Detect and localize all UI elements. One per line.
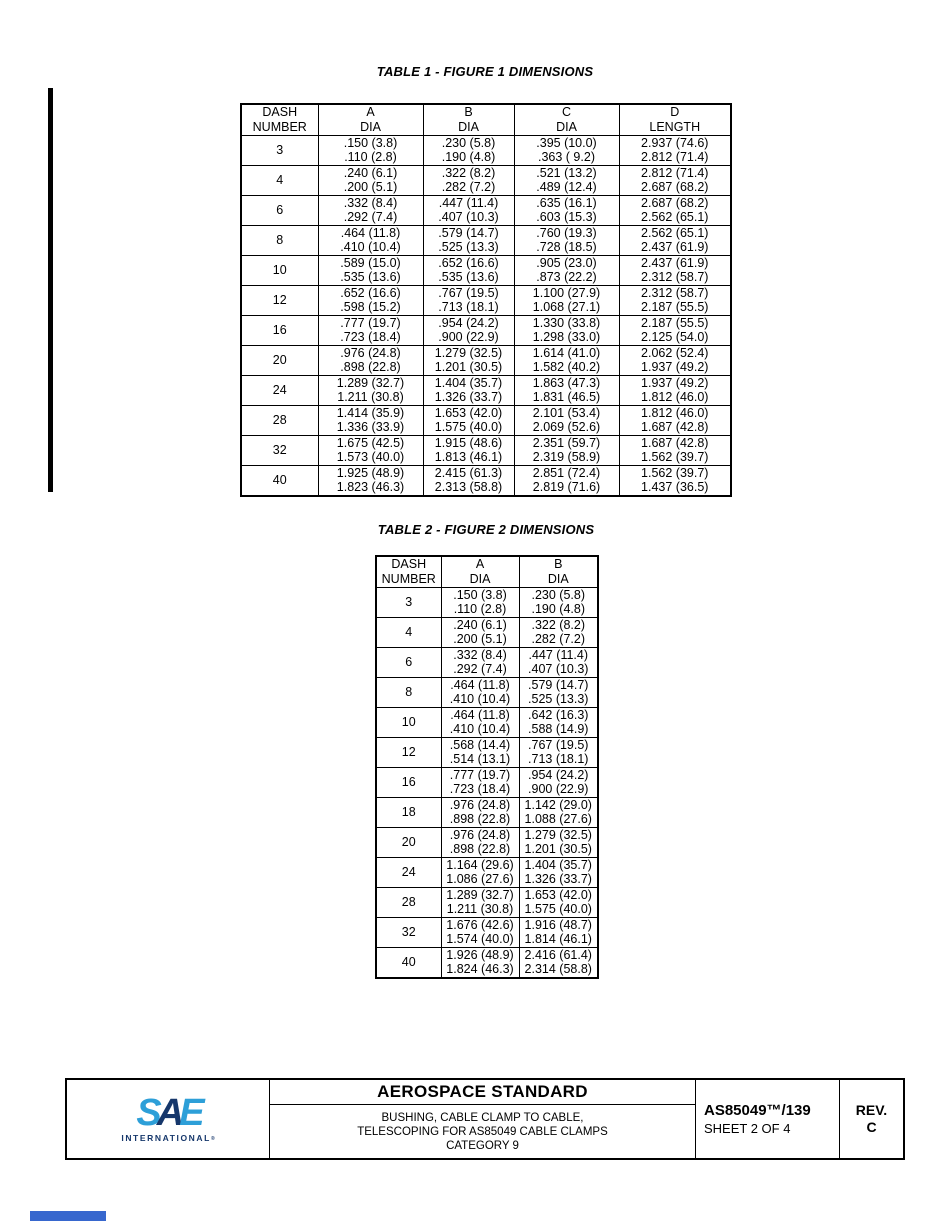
- dimension-cell: 1.675 (42.5) 1.573 (40.0): [318, 435, 423, 465]
- dimension-cell: 1.279 (32.5) 1.201 (30.5): [423, 345, 514, 375]
- dash-number-cell: 8: [376, 677, 441, 707]
- table-row: [376, 677, 598, 707]
- table-row: [241, 195, 731, 225]
- dimension-cell: 1.676 (42.6) 1.574 (40.0): [441, 917, 519, 947]
- dimension-cell: 1.925 (48.9) 1.823 (46.3): [318, 465, 423, 496]
- dimension-cell: .954 (24.2) .900 (22.9): [423, 315, 514, 345]
- dimension-cell: 1.653 (42.0) 1.575 (40.0): [423, 405, 514, 435]
- dash-number-cell: 32: [376, 917, 441, 947]
- dimension-cell: .589 (15.0) .535 (13.6): [318, 255, 423, 285]
- dash-number-cell: 10: [241, 255, 318, 285]
- dimension-cell: 2.937 (74.6) 2.812 (71.4): [619, 135, 731, 165]
- dash-number-cell: 6: [376, 647, 441, 677]
- column-header: D LENGTH: [619, 104, 731, 135]
- dimension-cell: .652 (16.6) .598 (15.2): [318, 285, 423, 315]
- dimension-cell: 1.812 (46.0) 1.687 (42.8): [619, 405, 731, 435]
- bottom-left-blue-bar: [30, 1211, 106, 1221]
- table-row: [376, 737, 598, 767]
- dimension-cell: .447 (11.4) .407 (10.3): [519, 647, 598, 677]
- dimension-cell: .521 (13.2) .489 (12.4): [514, 165, 619, 195]
- dash-number-cell: 18: [376, 797, 441, 827]
- dash-number-cell: 3: [241, 135, 318, 165]
- dimension-cell: .767 (19.5) .713 (18.1): [519, 737, 598, 767]
- dimension-cell: .976 (24.8) .898 (22.8): [441, 797, 519, 827]
- dash-number-cell: 24: [241, 375, 318, 405]
- table-row: [376, 857, 598, 887]
- dimension-cell: 1.414 (35.9) 1.336 (33.9): [318, 405, 423, 435]
- dimension-cell: .568 (14.4) .514 (13.1): [441, 737, 519, 767]
- registered-mark: ®: [210, 1136, 215, 1142]
- dash-number-cell: 24: [376, 857, 441, 887]
- table-row: [241, 165, 731, 195]
- dash-number-cell: 12: [376, 737, 441, 767]
- table-row: [241, 465, 731, 496]
- table-row: [241, 255, 731, 285]
- table-row: [241, 405, 731, 435]
- dimension-cell: 1.916 (48.7) 1.814 (46.1): [519, 917, 598, 947]
- dimension-cell: 1.330 (33.8) 1.298 (33.0): [514, 315, 619, 345]
- dash-number-cell: 8: [241, 225, 318, 255]
- table1-title: TABLE 1 - FIGURE 1 DIMENSIONS: [376, 64, 594, 79]
- standard-title-cell: [270, 1080, 696, 1158]
- revision-cell: [840, 1080, 903, 1158]
- dimension-cell: .230 (5.8) .190 (4.8): [519, 587, 598, 617]
- document-number: AS85049™/139: [704, 1102, 811, 1119]
- header-row: [376, 556, 598, 587]
- dimension-cell: .642 (16.3) .588 (14.9): [519, 707, 598, 737]
- table-row: [376, 887, 598, 917]
- dimension-cell: 1.164 (29.6) 1.086 (27.6): [441, 857, 519, 887]
- table-row: [241, 345, 731, 375]
- table-row: [241, 225, 731, 255]
- dash-number-cell: 20: [241, 345, 318, 375]
- dimension-cell: .579 (14.7) .525 (13.3): [423, 225, 514, 255]
- table-row: [241, 435, 731, 465]
- table-row: [376, 797, 598, 827]
- table-row: [376, 617, 598, 647]
- dimension-cell: 2.562 (65.1) 2.437 (61.9): [619, 225, 731, 255]
- dimension-cell: 1.289 (32.7) 1.211 (30.8): [318, 375, 423, 405]
- sheet-number: SHEET 2 OF 4: [704, 1121, 791, 1136]
- dimension-cell: 1.926 (48.9) 1.824 (46.3): [441, 947, 519, 978]
- dimension-cell: .777 (19.7) .723 (18.4): [441, 767, 519, 797]
- dimension-cell: .777 (19.7) .723 (18.4): [318, 315, 423, 345]
- sae-logo-subtext: [121, 1133, 214, 1143]
- column-header: B DIA: [423, 104, 514, 135]
- dimension-cell: 1.614 (41.0) 1.582 (40.2): [514, 345, 619, 375]
- dimension-cell: 2.437 (61.9) 2.312 (58.7): [619, 255, 731, 285]
- dash-number-cell: 16: [376, 767, 441, 797]
- dimension-cell: 2.416 (61.4) 2.314 (58.8): [519, 947, 598, 978]
- sae-logo-a: A: [156, 1092, 180, 1134]
- dimension-cell: 1.100 (27.9) 1.068 (27.1): [514, 285, 619, 315]
- dimension-cell: .395 (10.0) .363 ( 9.2): [514, 135, 619, 165]
- table-row: [376, 587, 598, 617]
- table-row: [376, 647, 598, 677]
- table-row: [376, 917, 598, 947]
- dimension-cell: 2.312 (58.7) 2.187 (55.5): [619, 285, 731, 315]
- table1-figure1-dimensions: [240, 103, 732, 497]
- dimension-cell: .464 (11.8) .410 (10.4): [441, 677, 519, 707]
- dimension-cell: 2.812 (71.4) 2.687 (68.2): [619, 165, 731, 195]
- dimension-cell: .954 (24.2) .900 (22.9): [519, 767, 598, 797]
- dimension-cell: .464 (11.8) .410 (10.4): [441, 707, 519, 737]
- dash-number-cell: 28: [241, 405, 318, 435]
- dimension-cell: .230 (5.8) .190 (4.8): [423, 135, 514, 165]
- dimension-cell: 1.289 (32.7) 1.211 (30.8): [441, 887, 519, 917]
- dash-number-cell: 20: [376, 827, 441, 857]
- dimension-cell: .332 (8.4) .292 (7.4): [318, 195, 423, 225]
- description-line: TELESCOPING FOR AS85049 CABLE CLAMPS: [357, 1125, 608, 1138]
- dash-number-cell: 40: [376, 947, 441, 978]
- dimension-cell: .240 (6.1) .200 (5.1): [318, 165, 423, 195]
- dash-number-cell: 3: [376, 587, 441, 617]
- column-header: DASH NUMBER: [241, 104, 318, 135]
- column-header: A DIA: [318, 104, 423, 135]
- table-row: [241, 315, 731, 345]
- dimension-cell: 1.863 (47.3) 1.831 (46.5): [514, 375, 619, 405]
- dimension-cell: .150 (3.8) .110 (2.8): [318, 135, 423, 165]
- table2-title: TABLE 2 - FIGURE 2 DIMENSIONS: [377, 522, 595, 537]
- table-row: [376, 707, 598, 737]
- dimension-cell: .240 (6.1) .200 (5.1): [441, 617, 519, 647]
- dimension-cell: 1.142 (29.0) 1.088 (27.6): [519, 797, 598, 827]
- column-header: C DIA: [514, 104, 619, 135]
- table-row: [376, 827, 598, 857]
- dimension-cell: 2.187 (55.5) 2.125 (54.0): [619, 315, 731, 345]
- dash-number-cell: 4: [241, 165, 318, 195]
- sae-logo-e: E: [179, 1092, 200, 1134]
- dimension-cell: .767 (19.5) .713 (18.1): [423, 285, 514, 315]
- dimension-cell: 1.653 (42.0) 1.575 (40.0): [519, 887, 598, 917]
- header-row: [241, 104, 731, 135]
- dash-number-cell: 32: [241, 435, 318, 465]
- dimension-cell: .760 (19.3) .728 (18.5): [514, 225, 619, 255]
- rev-value: C: [866, 1119, 877, 1135]
- sae-logo-cell: [67, 1080, 270, 1158]
- rev-label: REV.: [855, 1102, 888, 1118]
- revision-change-bar: [48, 88, 53, 492]
- dimension-cell: 1.404 (35.7) 1.326 (33.7): [423, 375, 514, 405]
- dash-number-cell: 28: [376, 887, 441, 917]
- dimension-cell: 1.937 (49.2) 1.812 (46.0): [619, 375, 731, 405]
- sae-logo-wordmark: [121, 1092, 214, 1134]
- dimension-cell: .635 (16.1) .603 (15.3): [514, 195, 619, 225]
- description-line: BUSHING, CABLE CLAMP TO CABLE,: [381, 1111, 584, 1124]
- dimension-cell: 1.404 (35.7) 1.326 (33.7): [519, 857, 598, 887]
- column-header: DASH NUMBER: [376, 556, 441, 587]
- dimension-cell: .150 (3.8) .110 (2.8): [441, 587, 519, 617]
- dash-number-cell: 10: [376, 707, 441, 737]
- dash-number-cell: 16: [241, 315, 318, 345]
- description-line: CATEGORY 9: [446, 1139, 519, 1152]
- table-row: [241, 135, 731, 165]
- dimension-cell: .447 (11.4) .407 (10.3): [423, 195, 514, 225]
- dimension-cell: .905 (23.0) .873 (22.2): [514, 255, 619, 285]
- dimension-cell: .652 (16.6) .535 (13.6): [423, 255, 514, 285]
- dimension-cell: 1.562 (39.7) 1.437 (36.5): [619, 465, 731, 496]
- dimension-cell: 1.279 (32.5) 1.201 (30.5): [519, 827, 598, 857]
- table-row: [241, 285, 731, 315]
- dimension-cell: 2.415 (61.3) 2.313 (58.8): [423, 465, 514, 496]
- table2-figure2-dimensions: [375, 555, 599, 979]
- dimension-cell: .332 (8.4) .292 (7.4): [441, 647, 519, 677]
- dash-number-cell: 4: [376, 617, 441, 647]
- dimension-cell: 2.351 (59.7) 2.319 (58.9): [514, 435, 619, 465]
- dimension-cell: .464 (11.8) .410 (10.4): [318, 225, 423, 255]
- aerospace-standard-heading: AEROSPACE STANDARD: [270, 1080, 695, 1105]
- dash-number-cell: 12: [241, 285, 318, 315]
- dimension-cell: 2.851 (72.4) 2.819 (71.6): [514, 465, 619, 496]
- dimension-cell: .976 (24.8) .898 (22.8): [318, 345, 423, 375]
- dimension-cell: 2.101 (53.4) 2.069 (52.6): [514, 405, 619, 435]
- sae-logo-s: S: [136, 1092, 157, 1134]
- dimension-cell: 1.687 (42.8) 1.562 (39.7): [619, 435, 731, 465]
- dimension-cell: 1.915 (48.6) 1.813 (46.1): [423, 435, 514, 465]
- document-number-cell: [696, 1080, 840, 1158]
- table-row: [376, 767, 598, 797]
- sae-logo: [121, 1092, 215, 1143]
- title-block: [65, 1078, 905, 1160]
- table-row: [241, 375, 731, 405]
- dash-number-cell: 6: [241, 195, 318, 225]
- dimension-cell: .322 (8.2) .282 (7.2): [519, 617, 598, 647]
- column-header: A DIA: [441, 556, 519, 587]
- table-row: [376, 947, 598, 978]
- standard-description: [270, 1105, 695, 1158]
- dimension-cell: 2.062 (52.4) 1.937 (49.2): [619, 345, 731, 375]
- dimension-cell: .976 (24.8) .898 (22.8): [441, 827, 519, 857]
- dimension-cell: 2.687 (68.2) 2.562 (65.1): [619, 195, 731, 225]
- column-header: B DIA: [519, 556, 598, 587]
- dash-number-cell: 40: [241, 465, 318, 496]
- sae-international-text: INTERNATIONAL: [121, 1133, 211, 1143]
- dimension-cell: .322 (8.2) .282 (7.2): [423, 165, 514, 195]
- dimension-cell: .579 (14.7) .525 (13.3): [519, 677, 598, 707]
